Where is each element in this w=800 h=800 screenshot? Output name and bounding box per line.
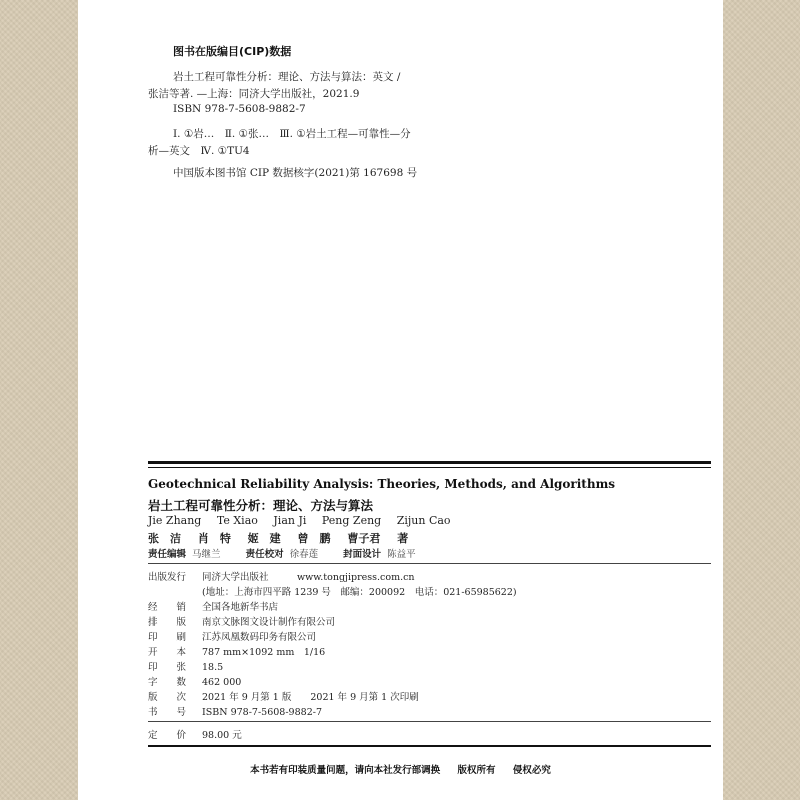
info-value: 全国各地新华书店 [202, 602, 279, 613]
info-label: 排 版 [148, 617, 187, 628]
author-zh: 肖 特 [197, 532, 231, 545]
copyright-page [78, 0, 723, 800]
author-en: Peng Zeng [321, 514, 382, 527]
info-value: 787 mm×1092 mm 1/16 [202, 647, 326, 658]
info-value: 2021 年 9 月第 1 版 2021 年 9 月第 1 次印刷 [202, 692, 419, 703]
info-row [148, 614, 335, 628]
info-label: 印 刷 [148, 632, 187, 643]
author-en: Zijun Cao [396, 514, 451, 527]
title-english: Geotechnical Reliability Analysis: Theories, Methods, and Algorithms [148, 477, 616, 491]
author-zh: 著 [397, 532, 409, 545]
footer-text: 侵权必究 [512, 765, 551, 776]
footer-text: 本书若有印装质量问题，请向本社发行部调换 [250, 765, 441, 776]
info-value: 同济大学出版社 www.tongjipress.com.cn [202, 572, 415, 583]
editor-name: 陈益平 [387, 549, 416, 560]
info-row [148, 584, 517, 598]
info-label: 书 号 [148, 707, 187, 718]
info-value: 江苏凤凰数码印务有限公司 [202, 632, 317, 643]
divider [148, 563, 711, 564]
author-en: Jian Ji [273, 514, 307, 527]
info-label: 版 次 [148, 692, 187, 703]
author-zh: 曾 鹏 [297, 532, 331, 545]
authors-chinese [148, 530, 421, 546]
info-row [148, 689, 419, 703]
footer-notice [78, 762, 723, 776]
cip-line: 中国版本图书馆 CIP 数据核字(2021)第 167698 号 [173, 167, 418, 179]
editor-role: 责任校对 [245, 549, 284, 560]
price-row [148, 727, 242, 741]
cip-line: 岩土工程可靠性分析：理论、方法与算法：英文 / [173, 71, 401, 83]
info-row [148, 704, 322, 718]
info-row [148, 674, 241, 688]
info-row [148, 659, 223, 673]
footer-rule [148, 745, 711, 747]
cip-line: Ⅰ. ①岩… Ⅱ. ①张… Ⅲ. ①岩土工程—可靠性—分 [173, 128, 411, 140]
title-rule-top [148, 461, 711, 464]
info-row [148, 629, 316, 643]
info-label: 出版发行 [148, 572, 187, 583]
author-en: Te Xiao [216, 514, 258, 527]
info-label: 印 张 [148, 662, 187, 673]
price-label: 定 价 [148, 730, 187, 741]
cip-heading: 图书在版编目(CIP)数据 [173, 45, 292, 58]
info-row [148, 569, 415, 583]
divider [148, 721, 711, 722]
editor-role: 责任编辑 [148, 549, 187, 560]
editor-name: 马继兰 [192, 549, 221, 560]
authors-english [148, 514, 463, 527]
price-value: 98.00 元 [202, 730, 242, 741]
cip-line: 析—英文 Ⅳ. ①TU4 [148, 145, 250, 157]
author-zh: 姬 建 [247, 532, 281, 545]
author-en: Jie Zhang [148, 514, 202, 527]
author-zh: 张 洁 [148, 532, 181, 545]
info-row [148, 644, 325, 658]
info-value: 462 000 [202, 677, 242, 688]
footer-text: 版权所有 [457, 765, 496, 776]
cip-line: 张洁等著. —上海：同济大学出版社，2021.9 [148, 88, 360, 100]
info-label: 经 销 [148, 602, 187, 613]
info-value: 南京文脉图文设计制作有限公司 [202, 617, 336, 628]
info-label: 字 数 [148, 677, 187, 688]
editor-name: 徐春莲 [289, 549, 319, 560]
title-rule-thin [148, 467, 711, 468]
editors-line [148, 546, 438, 560]
info-row [148, 599, 278, 613]
info-value: (地址：上海市四平路 1239 号 邮编：200092 电话：021-65985622) [202, 587, 517, 598]
editor-role: 封面设计 [343, 549, 382, 560]
info-label: 开 本 [148, 647, 187, 658]
info-value: 18.5 [202, 662, 224, 673]
cip-line: ISBN 978-7-5608-9882-7 [173, 103, 306, 115]
info-value: ISBN 978-7-5608-9882-7 [202, 707, 322, 718]
author-zh: 曹子君 [347, 532, 381, 545]
title-chinese: 岩土工程可靠性分析：理论、方法与算法 [148, 498, 374, 513]
